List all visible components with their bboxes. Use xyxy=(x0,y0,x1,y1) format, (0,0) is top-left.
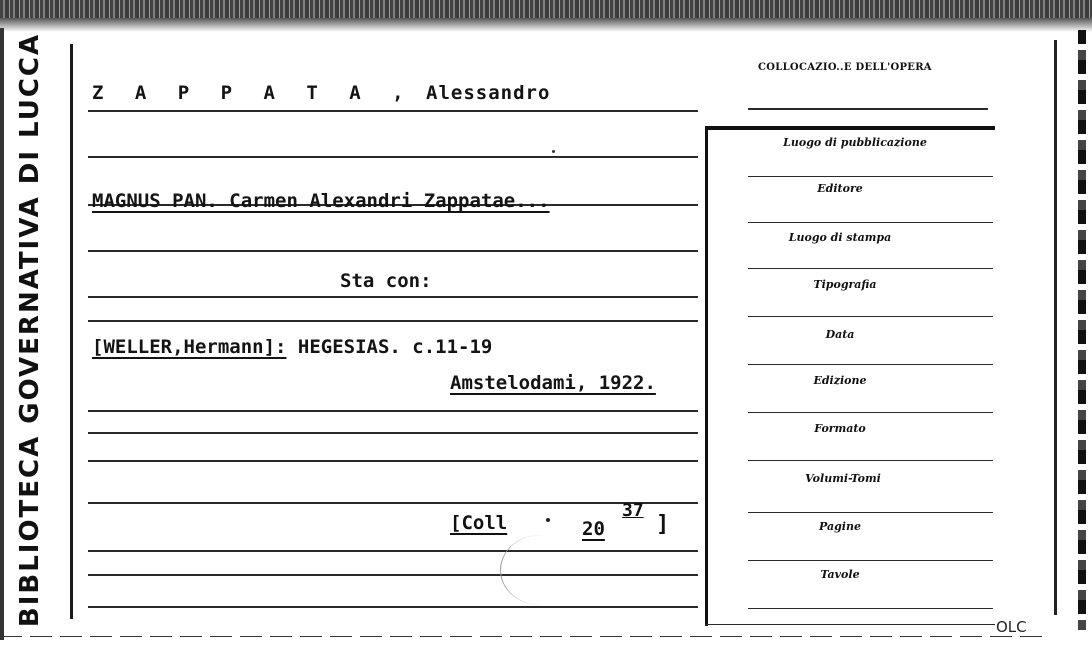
field-plates: Tavole xyxy=(820,568,860,581)
ruled-line xyxy=(88,410,698,412)
panel-rule xyxy=(748,316,993,317)
ruled-line xyxy=(88,460,698,462)
field-edition: Edizione xyxy=(813,374,867,387)
field-publisher: Editore xyxy=(817,182,863,195)
author-given-name: Alessandro xyxy=(426,82,551,104)
collocation-number: 20 xyxy=(582,518,605,540)
field-pages: Pagine xyxy=(819,520,861,533)
ruled-line xyxy=(88,432,698,434)
author-heading xyxy=(92,82,550,104)
ruled-line xyxy=(748,108,988,110)
field-place-of-publication: Luogo di pubblicazione xyxy=(783,136,927,149)
card-left-edge xyxy=(0,28,4,640)
ruled-line xyxy=(88,606,698,608)
scan-right-edge xyxy=(1078,30,1086,630)
panel-rule xyxy=(748,268,993,269)
panel-rule xyxy=(748,512,993,513)
imprint-entry: Amstelodami, 1922. xyxy=(450,372,656,394)
ruled-line xyxy=(88,250,698,252)
panel-rule xyxy=(748,560,993,561)
panel-rule xyxy=(748,412,993,413)
ruled-line xyxy=(88,550,698,552)
corner-mark: OLC xyxy=(996,618,1027,636)
ruled-line xyxy=(88,574,698,576)
ruled-line xyxy=(88,296,698,298)
bound-with-author: [WELLER,Hermann]: xyxy=(92,336,287,358)
ruled-line xyxy=(88,320,698,322)
field-printer: Tipografia xyxy=(813,278,877,291)
panel-rule xyxy=(748,460,993,461)
panel-left-rule xyxy=(705,126,708,626)
collocation-label: [Coll xyxy=(450,512,508,534)
scan-top-shadow xyxy=(0,18,1092,32)
panel-rule xyxy=(748,364,993,365)
bound-with-title: HEGESIAS. c.11-19 xyxy=(286,336,493,358)
author-surname: Z A P P A T A , xyxy=(92,82,414,104)
card-right-rule xyxy=(1054,40,1057,615)
ink-dot xyxy=(546,518,550,522)
field-volumes: Volumi-Tomi xyxy=(805,472,881,485)
bound-with-entry xyxy=(92,336,492,358)
spine-rule xyxy=(70,44,73,619)
library-name: BIBLIOTECA GOVERNATIVA DI LUCCA xyxy=(15,32,45,628)
ruled-line xyxy=(88,502,698,504)
panel-rule xyxy=(748,608,993,609)
ruled-line xyxy=(88,110,698,112)
panel-rule xyxy=(748,222,993,223)
collocation-superscript: 37 xyxy=(622,500,644,521)
title-entry: MAGNUS PAN. Carmen Alexandri Zappatae... xyxy=(92,190,550,212)
panel-bottom-rule xyxy=(705,624,995,625)
panel-top-rule xyxy=(705,126,995,130)
bound-with-label: Sta con: xyxy=(340,270,432,292)
panel-rule xyxy=(748,176,993,177)
ruled-line xyxy=(88,156,698,158)
faded-stamp xyxy=(500,535,581,605)
ink-speck xyxy=(552,150,555,153)
collocation-header: COLLOCAZIO..E DELL'OPERA xyxy=(758,62,932,73)
card-bottom-edge xyxy=(0,636,1050,637)
collocation-close-bracket: ] xyxy=(656,512,670,537)
field-place-of-printing: Luogo di stampa xyxy=(788,231,892,244)
field-date: Data xyxy=(825,328,855,341)
field-format: Formato xyxy=(814,422,866,435)
